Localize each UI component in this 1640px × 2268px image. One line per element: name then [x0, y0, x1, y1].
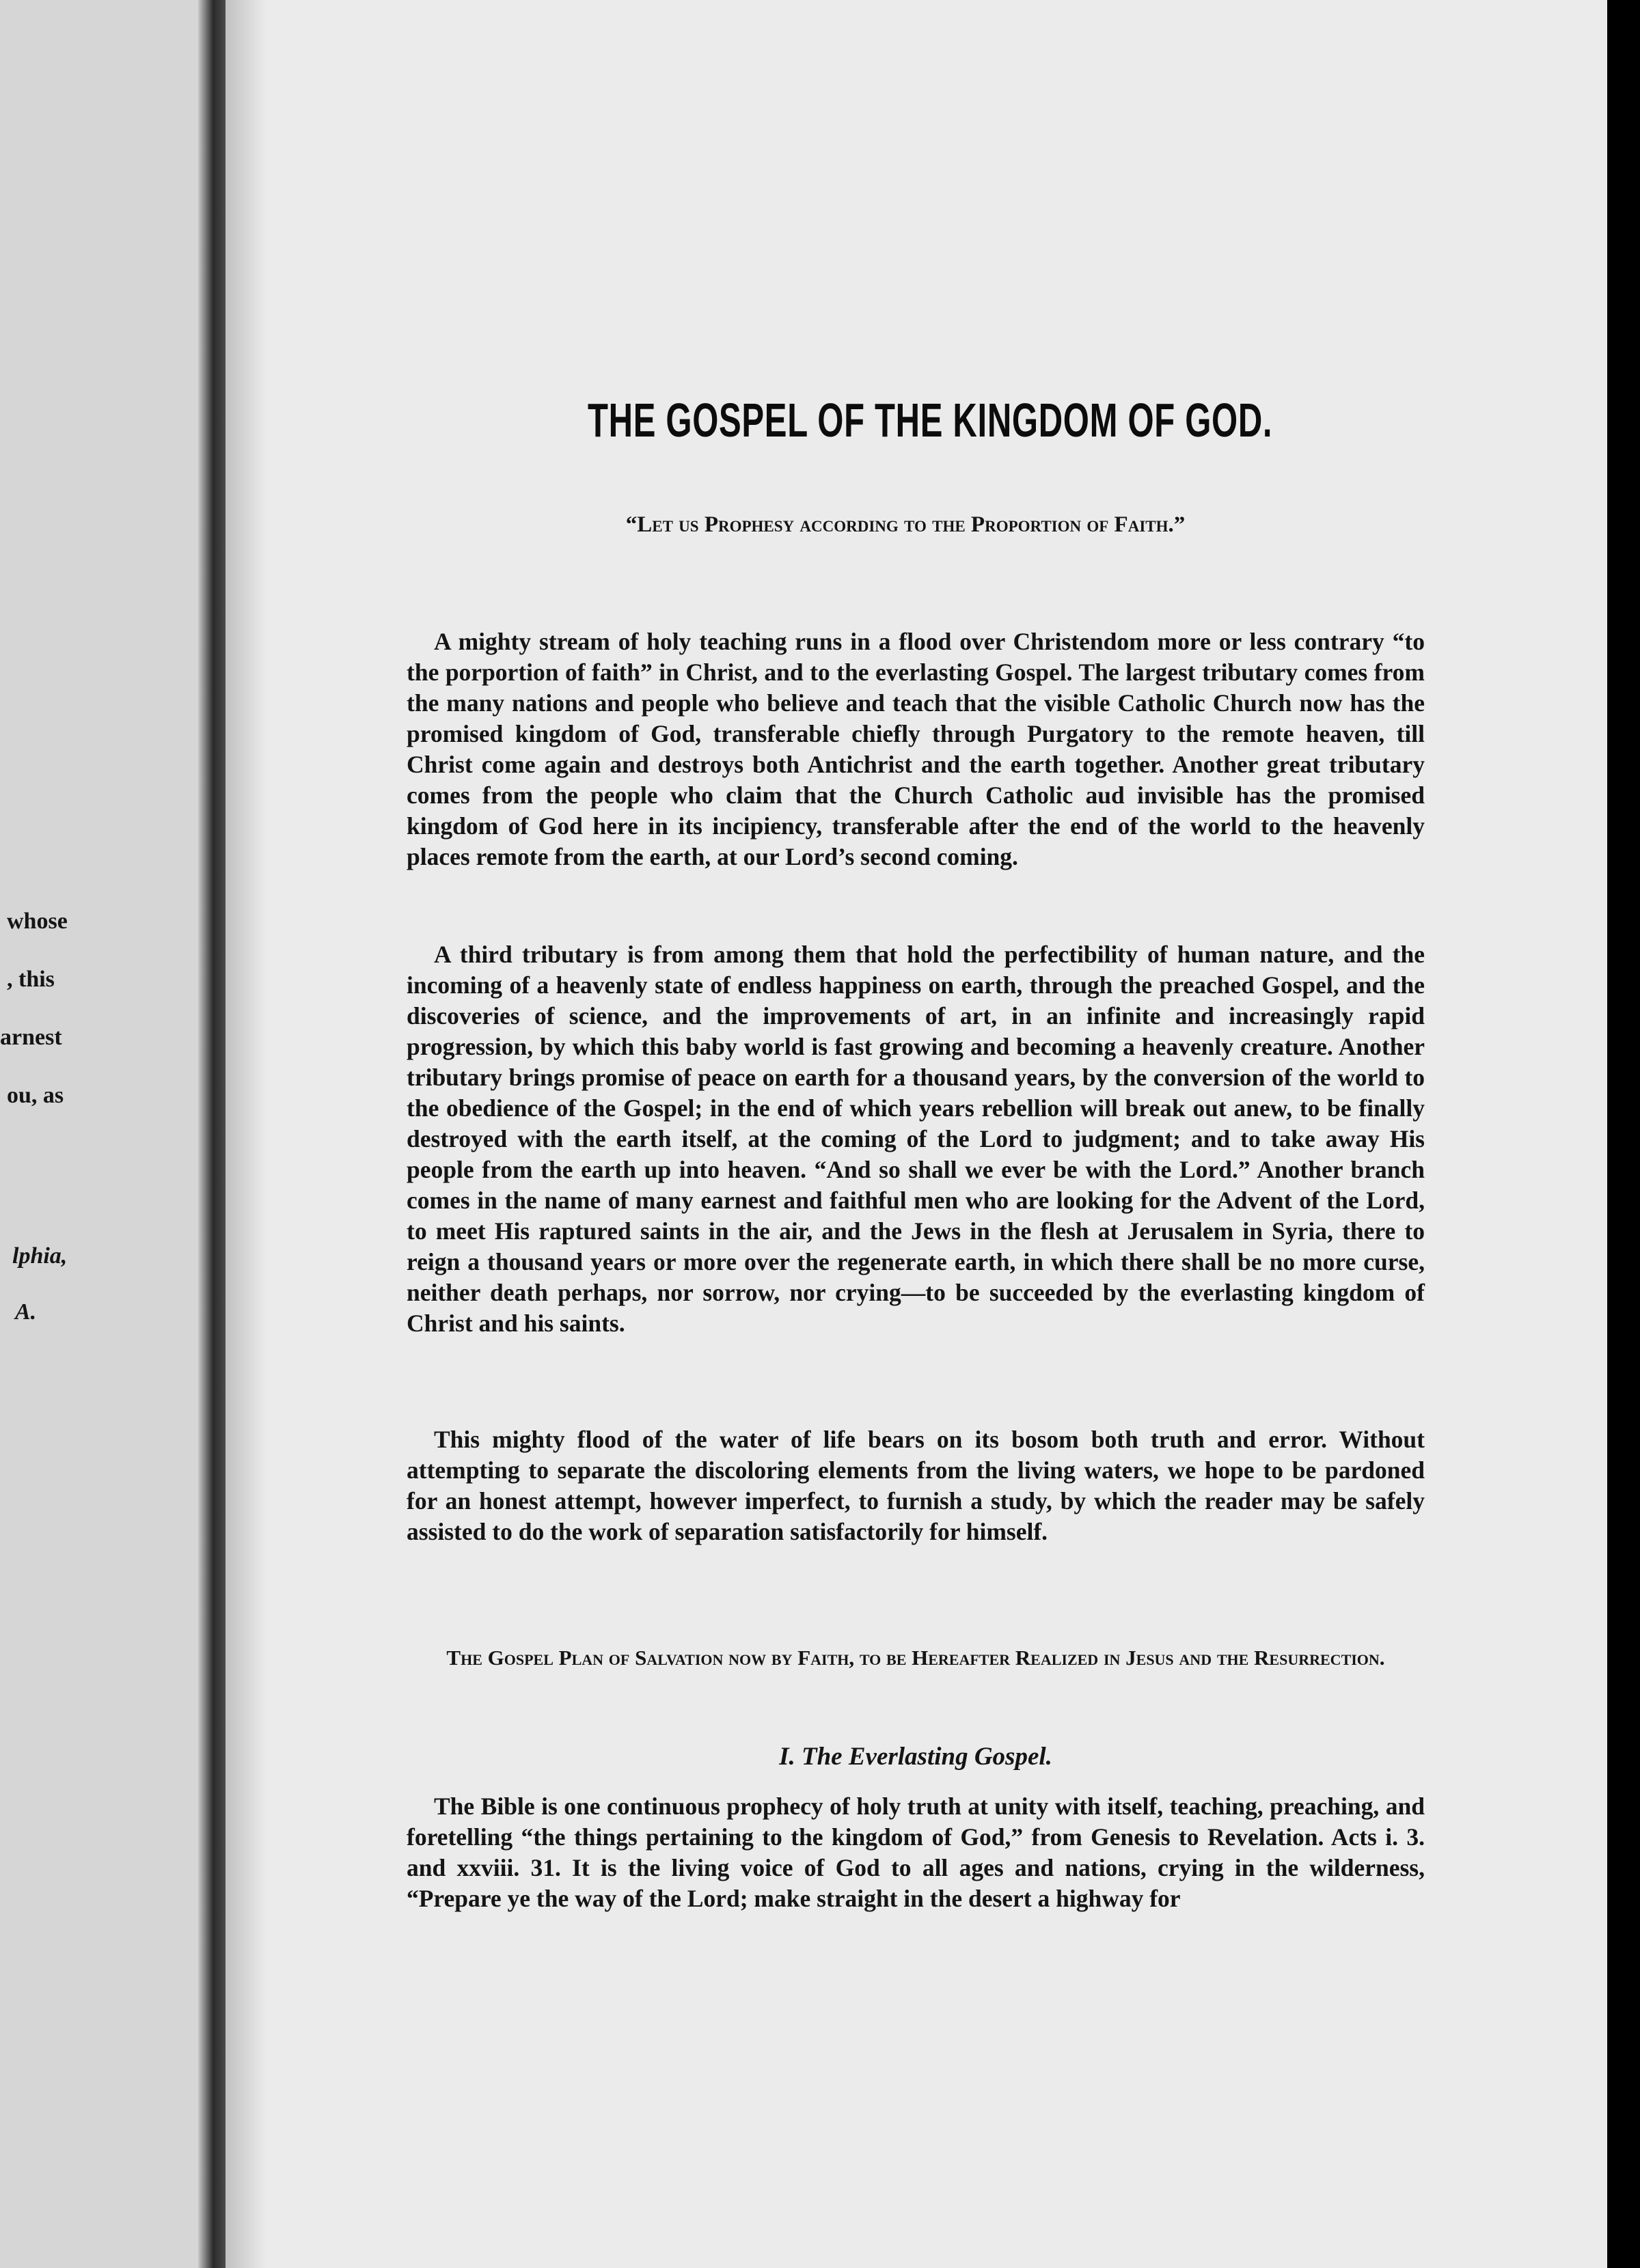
paragraph: A third tributary is from among them that hold the perfectibility of human nature, and the incoming of a heavenly state of endless happiness on earth, through the preached Gospel, and the discoveries of science, and the improvements of art, in an infinite and increasingly rapid progression, by which this baby world is fast growing and becoming a heavenly creature. Another tributary brings promise of peace on earth for a thousand years, by the conversion of the world to the obedience of the Gospel; in the end of which years rebellion will break out anew, to be finally destroyed with the earth itself, at the coming of the Lord to judgment; and to take away His people from the earth up into heaven. “And so shall we ever be with the Lord.” Another branch comes in the name of many earnest and faithful men who are looking for the Advent of the Lord, to meet His raptured saints in the air, and the Jews in the flesh at Jerusalem in Syria, there to reign a thousand years or more over the regenerate earth, in which there shall be no more curse, neither death perhaps, nor sorrow, nor crying—to be succeeded by the everlasting kingdom of Christ and his saints.: [407, 941, 1425, 1337]
section-heading: The Gospel Plan of Salvation now by Faith, to be Hereafter Realized in Jesus and the Resurrection.: [446, 1646, 1385, 1670]
facing-page-fragment: , this: [7, 967, 55, 992]
book-gutter: [198, 0, 226, 2268]
paragraph: This mighty flood of the water of life bears on its bosom both truth and error. Without attempting to separate the discoloring elements from the living waters, we hope to be pardoned for an honest attempt, however imperfect, to furnish a study, by which the reader may be safely assisted to do the work of separation satisfactorily for himself.: [407, 1426, 1425, 1545]
facing-page-fragment: whose: [7, 909, 68, 934]
facing-page-fragment: lphia,: [12, 1243, 68, 1269]
page-title: THE GOSPEL OF THE KINGDOM OF GOD.: [588, 393, 1273, 447]
scan-border: [1607, 0, 1640, 2268]
subsection-heading: I. The Everlasting Gospel.: [779, 1743, 1052, 1771]
facing-page-fragment: ou, as: [7, 1083, 64, 1108]
facing-page-fragment: arnest: [0, 1025, 62, 1050]
page-shadow: [226, 0, 266, 2268]
paragraph: The Bible is one continuous prophecy of holy truth at unity with itself, teaching, preaching, and foretelling “the things pertaining to the kingdom of God,” from Genesis to Revelation. Acts i. 3. and xxviii. 31. It is the living voice of God to all ages and nations, crying in the wilderness, “Prepare ye the way of the Lord; make straight in the desert a highway for: [407, 1793, 1425, 1912]
facing-page-fragment: A.: [15, 1299, 37, 1325]
facing-page: [0, 0, 217, 2268]
epigraph: “Let us Prophesy according to the Proportion of Faith.”: [625, 512, 1186, 537]
paragraph: A mighty stream of holy teaching runs in a flood over Christendom more or less contrary “to the porportion of faith” in Christ, and to the everlasting Gospel. The largest tributary comes from the many nations and people who believe and teach that the visible Catholic Church now has the promised kingdom of God, transferable chiefly through Purgatory to the remote heaven, till Christ come again and destroys both Antichrist and the earth together. Another great tributary comes from the people who claim that the Church Catholic aud invisible has the promised kingdom of God here in its incipiency, transferable after the end of the world to the heavenly places remote from the earth, at our Lord’s second coming.: [407, 628, 1425, 870]
